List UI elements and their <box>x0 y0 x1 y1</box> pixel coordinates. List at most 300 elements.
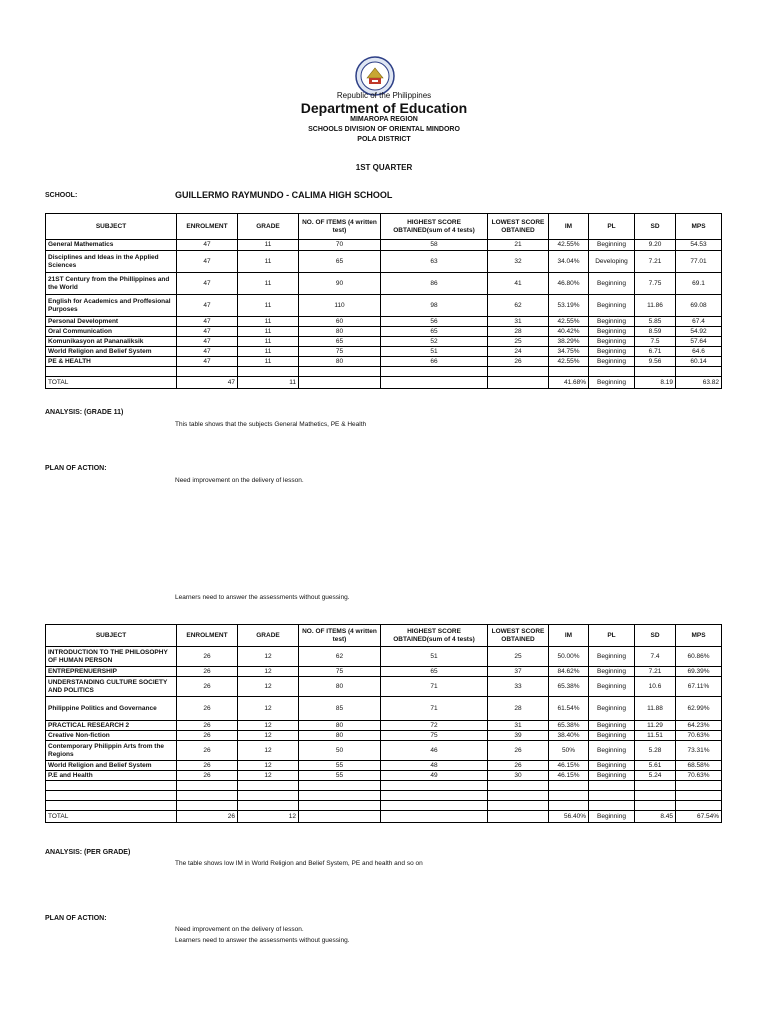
value-cell: 30 <box>488 771 549 781</box>
value-cell: 48 <box>381 761 488 771</box>
value-cell: 11 <box>238 273 299 295</box>
column-header: HIGHEST SCORE OBTAINED(sum of 4 tests) <box>381 625 488 647</box>
value-cell: 47 <box>177 240 238 251</box>
value-cell: Beginning <box>589 337 635 347</box>
value-cell: 42.55% <box>549 240 589 251</box>
empty-cell <box>299 801 381 811</box>
value-cell: 42.55% <box>549 357 589 367</box>
total-cell <box>299 811 381 823</box>
value-cell: 53.19% <box>549 295 589 317</box>
value-cell: 55 <box>299 771 381 781</box>
value-cell: 39 <box>488 731 549 741</box>
value-cell: 65.38% <box>549 721 589 731</box>
empty-cell <box>299 781 381 791</box>
value-cell: 66 <box>381 357 488 367</box>
value-cell: 11.29 <box>635 721 676 731</box>
value-cell: 57.64 <box>676 337 722 347</box>
table-row <box>46 741 722 761</box>
value-cell: 84.62% <box>549 667 589 677</box>
empty-cell <box>635 367 676 377</box>
value-cell: Beginning <box>589 771 635 781</box>
plan1-text2: Learners need to answer the assessments without guessing. <box>175 594 350 601</box>
value-cell: 69.39% <box>676 667 722 677</box>
value-cell: 7.4 <box>635 647 676 667</box>
value-cell: 9.20 <box>635 240 676 251</box>
value-cell: 60.14 <box>676 357 722 367</box>
subject-cell: Contemporary Philippin Arts from the Regions <box>46 741 177 761</box>
empty-cell <box>238 781 299 791</box>
value-cell: 26 <box>177 647 238 667</box>
subject-cell: 21ST Century from the Phillippines and the World <box>46 273 177 295</box>
value-cell: 61.54% <box>549 697 589 721</box>
value-cell: 47 <box>177 337 238 347</box>
value-cell: 62 <box>488 295 549 317</box>
subject-cell: PRACTICAL RESEARCH 2 <box>46 721 177 731</box>
value-cell: 5.85 <box>635 317 676 327</box>
value-cell: 11.86 <box>635 295 676 317</box>
value-cell: 86 <box>381 273 488 295</box>
empty-cell <box>488 791 549 801</box>
value-cell: 54.92 <box>676 327 722 337</box>
total-cell: Beginning <box>589 811 635 823</box>
empty-cell <box>676 367 722 377</box>
subject-cell: Creative Non-fiction <box>46 731 177 741</box>
subject-cell: ENTREPRENUERSHIP <box>46 667 177 677</box>
value-cell: 11.51 <box>635 731 676 741</box>
value-cell: 50% <box>549 741 589 761</box>
value-cell: 54.53 <box>676 240 722 251</box>
empty-cell <box>238 791 299 801</box>
value-cell: 50.00% <box>549 647 589 667</box>
value-cell: 85 <box>299 697 381 721</box>
total-cell: 26 <box>177 811 238 823</box>
empty-cell <box>46 801 177 811</box>
region-line: MIMAROPA REGION <box>350 116 418 123</box>
value-cell: 12 <box>238 771 299 781</box>
blank-row <box>46 801 722 811</box>
subject-cell: World Religion and Belief System <box>46 347 177 357</box>
value-cell: 69.08 <box>676 295 722 317</box>
value-cell: 65 <box>299 337 381 347</box>
table-row <box>46 273 722 295</box>
value-cell: 26 <box>177 697 238 721</box>
value-cell: 110 <box>299 295 381 317</box>
value-cell: 10.6 <box>635 677 676 697</box>
total-cell: 8.45 <box>635 811 676 823</box>
subject-cell: UNDERSTANDING CULTURE SOCIETY AND POLITICS <box>46 677 177 697</box>
total-cell: 56.40% <box>549 811 589 823</box>
empty-cell <box>676 801 722 811</box>
value-cell: 62.99% <box>676 697 722 721</box>
value-cell: 71 <box>381 697 488 721</box>
value-cell: 67.11% <box>676 677 722 697</box>
total-cell: 41.68% <box>549 377 589 389</box>
value-cell: 5.24 <box>635 771 676 781</box>
value-cell: Beginning <box>589 273 635 295</box>
value-cell: 60.86% <box>676 647 722 667</box>
value-cell: 75 <box>299 347 381 357</box>
value-cell: 11 <box>238 295 299 317</box>
value-cell: 46.80% <box>549 273 589 295</box>
value-cell: 25 <box>488 337 549 347</box>
value-cell: 46.15% <box>549 771 589 781</box>
total-cell <box>381 811 488 823</box>
value-cell: 12 <box>238 697 299 721</box>
value-cell: 80 <box>299 677 381 697</box>
empty-cell <box>589 791 635 801</box>
column-header: LOWEST SCORE OBTAINED <box>488 625 549 647</box>
empty-cell <box>488 801 549 811</box>
analysis2-label: ANALYSIS: (PER GRADE) <box>45 849 131 856</box>
column-header: IM <box>549 214 589 240</box>
value-cell: 26 <box>177 741 238 761</box>
value-cell: 65 <box>381 667 488 677</box>
total-cell: 8.19 <box>635 377 676 389</box>
subject-cell: Oral Communication <box>46 327 177 337</box>
subject-cell: P.E and Health <box>46 771 177 781</box>
value-cell: 33 <box>488 677 549 697</box>
value-cell: 65 <box>299 251 381 273</box>
value-cell: 51 <box>381 347 488 357</box>
value-cell: Beginning <box>589 721 635 731</box>
value-cell: 67.4 <box>676 317 722 327</box>
empty-cell <box>589 781 635 791</box>
value-cell: 7.21 <box>635 251 676 273</box>
value-cell: 26 <box>177 667 238 677</box>
department-title: Department of Education <box>300 100 468 116</box>
column-header: IM <box>549 625 589 647</box>
empty-cell <box>238 367 299 377</box>
value-cell: 11 <box>238 347 299 357</box>
value-cell: 5.28 <box>635 741 676 761</box>
total-label: TOTAL <box>46 377 177 389</box>
value-cell: 28 <box>488 697 549 721</box>
value-cell: 77.01 <box>676 251 722 273</box>
value-cell: 11 <box>238 327 299 337</box>
total-cell <box>381 377 488 389</box>
empty-cell <box>177 801 238 811</box>
empty-cell <box>46 367 177 377</box>
grade12-results-table <box>45 624 722 823</box>
value-cell: 12 <box>238 647 299 667</box>
empty-cell <box>177 781 238 791</box>
value-cell: Beginning <box>589 677 635 697</box>
grade11-results-table <box>45 213 722 389</box>
value-cell: 26 <box>488 741 549 761</box>
value-cell: 72 <box>381 721 488 731</box>
total-cell: 67.54% <box>676 811 722 823</box>
table-row <box>46 667 722 677</box>
table-row <box>46 677 722 697</box>
value-cell: 7.75 <box>635 273 676 295</box>
value-cell: 47 <box>177 295 238 317</box>
value-cell: 26 <box>177 721 238 731</box>
value-cell: 65.38% <box>549 677 589 697</box>
empty-cell <box>299 791 381 801</box>
empty-cell <box>177 791 238 801</box>
value-cell: 47 <box>177 347 238 357</box>
value-cell: 47 <box>177 327 238 337</box>
table-row <box>46 240 722 251</box>
value-cell: 42.55% <box>549 317 589 327</box>
value-cell: 52 <box>381 337 488 347</box>
value-cell: Beginning <box>589 347 635 357</box>
table-row <box>46 721 722 731</box>
value-cell: 12 <box>238 731 299 741</box>
empty-cell <box>381 781 488 791</box>
value-cell: 80 <box>299 731 381 741</box>
value-cell: 50 <box>299 741 381 761</box>
value-cell: 63 <box>381 251 488 273</box>
value-cell: 56 <box>381 317 488 327</box>
column-header: HIGHEST SCORE OBTAINED(sum of 4 tests) <box>381 214 488 240</box>
column-header: SUBJECT <box>46 214 177 240</box>
empty-cell <box>635 791 676 801</box>
value-cell: 11 <box>238 357 299 367</box>
value-cell: 68.58% <box>676 761 722 771</box>
blank-row <box>46 781 722 791</box>
value-cell: 9.56 <box>635 357 676 367</box>
value-cell: 12 <box>238 741 299 761</box>
total-cell <box>488 811 549 823</box>
value-cell: 70 <box>299 240 381 251</box>
value-cell: 80 <box>299 357 381 367</box>
analysis1-text: This table shows that the subjects General Mathetics, PE & Health <box>175 421 367 428</box>
value-cell: Beginning <box>589 295 635 317</box>
column-header: SUBJECT <box>46 625 177 647</box>
column-header: PL <box>589 214 635 240</box>
total-cell: 63.82 <box>676 377 722 389</box>
value-cell: Beginning <box>589 761 635 771</box>
value-cell: 12 <box>238 761 299 771</box>
empty-cell <box>238 801 299 811</box>
value-cell: 46 <box>381 741 488 761</box>
republic-line: Republic of the Philippines <box>336 91 432 100</box>
column-header: NO. OF ITEMS (4 written test) <box>299 214 381 240</box>
table-header-row <box>46 214 722 240</box>
value-cell: 11 <box>238 251 299 273</box>
empty-cell <box>549 791 589 801</box>
value-cell: 28 <box>488 327 549 337</box>
empty-cell <box>549 801 589 811</box>
value-cell: 64.23% <box>676 721 722 731</box>
empty-cell <box>635 781 676 791</box>
school-label: SCHOOL: <box>45 192 78 199</box>
subject-cell: Komunikasyon at Pananaliksik <box>46 337 177 347</box>
value-cell: 38.29% <box>549 337 589 347</box>
deped-seal-icon <box>355 56 395 96</box>
value-cell: 62 <box>299 647 381 667</box>
value-cell: Beginning <box>589 697 635 721</box>
value-cell: 32 <box>488 251 549 273</box>
value-cell: 60 <box>299 317 381 327</box>
quarter-title: 1ST QUARTER <box>355 163 413 172</box>
analysis2-text: The table shows low IM in World Religion and Belief System, PE and health and so on <box>175 860 423 867</box>
value-cell: 51 <box>381 647 488 667</box>
plan1-text: Need improvement on the delivery of lesson. <box>175 477 304 484</box>
column-header: MPS <box>676 214 722 240</box>
column-header: PL <box>589 625 635 647</box>
empty-cell <box>381 791 488 801</box>
value-cell: 41 <box>488 273 549 295</box>
value-cell: 47 <box>177 251 238 273</box>
column-header: SD <box>635 625 676 647</box>
value-cell: 49 <box>381 771 488 781</box>
value-cell: 64.6 <box>676 347 722 357</box>
table-row <box>46 771 722 781</box>
value-cell: 21 <box>488 240 549 251</box>
empty-cell <box>381 367 488 377</box>
value-cell: 11 <box>238 337 299 347</box>
value-cell: 5.61 <box>635 761 676 771</box>
empty-cell <box>46 791 177 801</box>
plan1-label: PLAN OF ACTION: <box>45 465 107 472</box>
empty-cell <box>381 801 488 811</box>
column-header: LOWEST SCORE OBTAINED <box>488 214 549 240</box>
column-header: ENROLMENT <box>177 625 238 647</box>
value-cell: 24 <box>488 347 549 357</box>
value-cell: Beginning <box>589 240 635 251</box>
subject-cell: PE & HEALTH <box>46 357 177 367</box>
value-cell: 65 <box>381 327 488 337</box>
value-cell: 58 <box>381 240 488 251</box>
plan2-text2: Learners need to answer the assessments without guessing. <box>175 937 350 944</box>
column-header: NO. OF ITEMS (4 written test) <box>299 625 381 647</box>
empty-cell <box>589 801 635 811</box>
empty-cell <box>589 367 635 377</box>
empty-cell <box>549 367 589 377</box>
plan2-text: Need improvement on the delivery of lesson. <box>175 926 304 933</box>
value-cell: 12 <box>238 677 299 697</box>
empty-cell <box>46 781 177 791</box>
value-cell: 75 <box>381 731 488 741</box>
value-cell: Beginning <box>589 731 635 741</box>
value-cell: 31 <box>488 721 549 731</box>
value-cell: 6.71 <box>635 347 676 357</box>
value-cell: 26 <box>177 731 238 741</box>
table-row <box>46 347 722 357</box>
subject-cell: General Mathematics <box>46 240 177 251</box>
total-cell <box>299 377 381 389</box>
column-header: GRADE <box>238 214 299 240</box>
empty-cell <box>299 367 381 377</box>
district-line: POLA DISTRICT <box>357 136 411 143</box>
value-cell: 34.04% <box>549 251 589 273</box>
table-row <box>46 357 722 367</box>
table-row <box>46 327 722 337</box>
value-cell: Beginning <box>589 327 635 337</box>
table-row <box>46 317 722 327</box>
total-cell: 11 <box>238 377 299 389</box>
value-cell: Developing <box>589 251 635 273</box>
value-cell: 70.63% <box>676 731 722 741</box>
value-cell: 26 <box>488 357 549 367</box>
value-cell: 11 <box>238 240 299 251</box>
value-cell: 26 <box>177 771 238 781</box>
value-cell: 8.59 <box>635 327 676 337</box>
empty-cell <box>549 781 589 791</box>
value-cell: Beginning <box>589 667 635 677</box>
subject-cell: Philippine Politics and Governance <box>46 697 177 721</box>
analysis1-label: ANALYSIS: (GRADE 11) <box>45 409 124 416</box>
empty-cell <box>676 781 722 791</box>
subject-cell: Disciplines and Ideas in the Applied Sciences <box>46 251 177 273</box>
value-cell: 75 <box>299 667 381 677</box>
table-row <box>46 761 722 771</box>
value-cell: 25 <box>488 647 549 667</box>
value-cell: Beginning <box>589 317 635 327</box>
value-cell: Beginning <box>589 741 635 761</box>
value-cell: 11 <box>238 317 299 327</box>
value-cell: Beginning <box>589 357 635 367</box>
value-cell: 70.63% <box>676 771 722 781</box>
value-cell: 80 <box>299 721 381 731</box>
value-cell: 37 <box>488 667 549 677</box>
value-cell: 12 <box>238 667 299 677</box>
plan2-label: PLAN OF ACTION: <box>45 915 107 922</box>
empty-cell <box>177 367 238 377</box>
value-cell: 47 <box>177 357 238 367</box>
value-cell: 26 <box>177 761 238 771</box>
value-cell: 47 <box>177 273 238 295</box>
blank-row <box>46 367 722 377</box>
value-cell: 38.40% <box>549 731 589 741</box>
value-cell: 47 <box>177 317 238 327</box>
value-cell: 69.1 <box>676 273 722 295</box>
table-row <box>46 697 722 721</box>
total-label: TOTAL <box>46 811 177 823</box>
total-cell <box>488 377 549 389</box>
table-row <box>46 251 722 273</box>
value-cell: 26 <box>488 761 549 771</box>
value-cell: 55 <box>299 761 381 771</box>
division-line: SCHOOLS DIVISION OF ORIENTAL MINDORO <box>308 126 460 133</box>
value-cell: 46.15% <box>549 761 589 771</box>
total-cell: 12 <box>238 811 299 823</box>
value-cell: 31 <box>488 317 549 327</box>
total-row <box>46 811 722 823</box>
table-header-row <box>46 625 722 647</box>
value-cell: 90 <box>299 273 381 295</box>
value-cell: 34.75% <box>549 347 589 357</box>
value-cell: 80 <box>299 327 381 337</box>
value-cell: 26 <box>177 677 238 697</box>
value-cell: 11.88 <box>635 697 676 721</box>
value-cell: Beginning <box>589 647 635 667</box>
blank-row <box>46 791 722 801</box>
column-header: MPS <box>676 625 722 647</box>
table-row <box>46 295 722 317</box>
empty-cell <box>676 791 722 801</box>
subject-cell: Personal Development <box>46 317 177 327</box>
empty-cell <box>488 781 549 791</box>
value-cell: 40.42% <box>549 327 589 337</box>
value-cell: 7.5 <box>635 337 676 347</box>
value-cell: 73.31% <box>676 741 722 761</box>
subject-cell: INTRODUCTION TO THE PHILOSOPHY OF HUMAN PERSON <box>46 647 177 667</box>
total-cell: 47 <box>177 377 238 389</box>
value-cell: 12 <box>238 721 299 731</box>
total-row <box>46 377 722 389</box>
table-row <box>46 337 722 347</box>
empty-cell <box>488 367 549 377</box>
school-name: GUILLERMO RAYMUNDO - CALIMA HIGH SCHOOL <box>175 190 393 200</box>
column-header: GRADE <box>238 625 299 647</box>
column-header: SD <box>635 214 676 240</box>
column-header: ENROLMENT <box>177 214 238 240</box>
table-row <box>46 731 722 741</box>
value-cell: 7.21 <box>635 667 676 677</box>
